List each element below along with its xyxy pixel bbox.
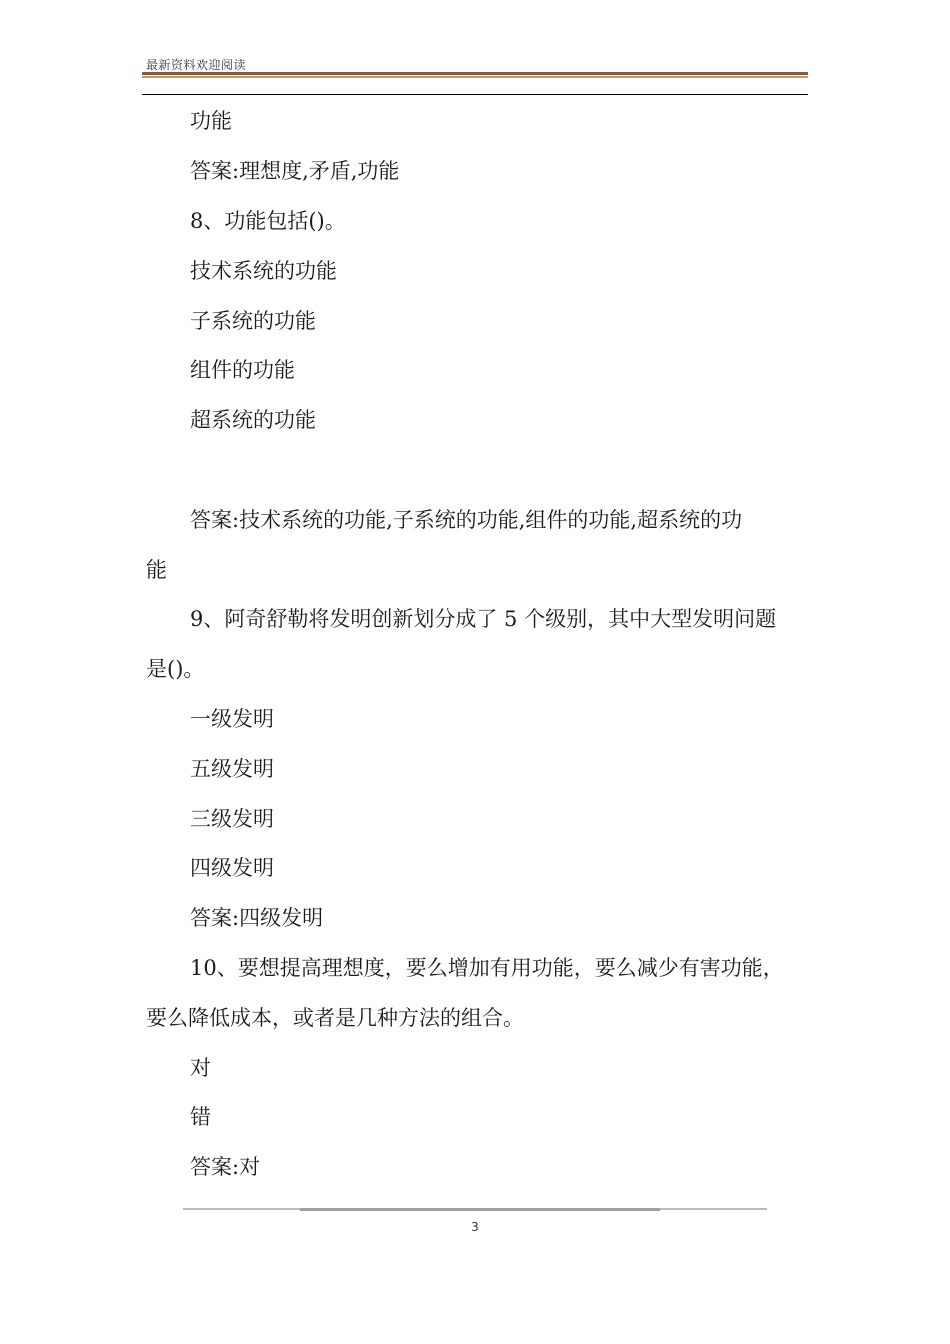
question-9: 9、阿奇舒勒将发明创新划分成了 5 个级别，其中大型发明问题 [190,607,777,631]
page-number: 3 [471,1220,479,1234]
option-text: 子系统的功能 [190,309,316,333]
header-rule-thick [142,72,808,75]
header-rule-accent [142,76,808,78]
question-9-continued: 是()。 [146,657,205,681]
answer-line: 答案:技术系统的功能,子系统的功能,组件的功能,超系统的功 [190,508,743,532]
option-text: 超系统的功能 [190,408,316,432]
answer-line: 答案:理想度,矛盾,功能 [190,159,400,183]
option-text: 一级发明 [190,707,274,731]
option-text: 组件的功能 [190,358,295,382]
footer-rule-accent [300,1208,660,1211]
question-10: 10、要想提高理想度，要么增加有用功能，要么减少有害功能， [190,956,784,980]
option-text: 四级发明 [190,856,274,880]
header-text: 最新资料欢迎阅读 [146,58,247,72]
question-10-continued: 要么降低成本，或者是几种方法的组合。 [146,1006,524,1030]
option-text: 三级发明 [190,807,274,831]
option-text: 功能 [190,109,232,133]
option-text: 五级发明 [190,757,274,781]
answer-line: 答案:四级发明 [190,906,324,930]
answer-line-continued: 能 [146,558,167,582]
header-rule-thin [142,94,808,95]
option-text: 技术系统的功能 [190,259,337,283]
answer-line: 答案:对 [190,1155,261,1179]
option-text: 对 [190,1056,211,1080]
option-text: 错 [190,1105,211,1129]
question-8: 8、功能包括()。 [190,209,346,233]
